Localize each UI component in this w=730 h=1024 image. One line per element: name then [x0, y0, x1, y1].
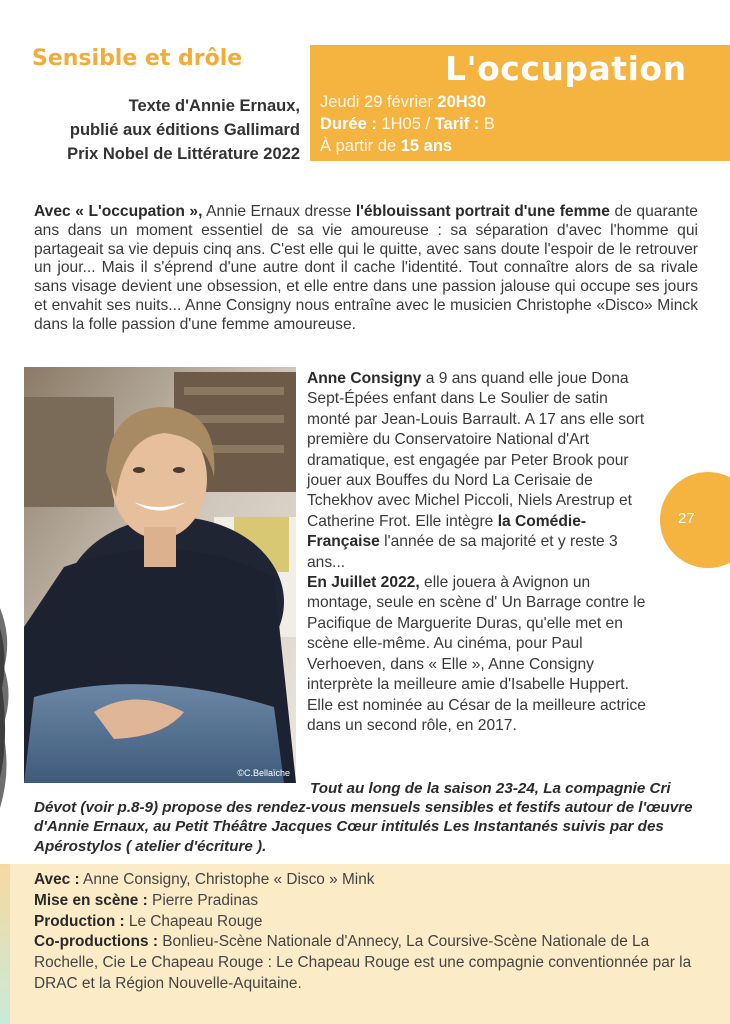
show-time: 20H30: [437, 93, 487, 111]
show-details: [320, 91, 495, 157]
bio-text-2: l'année de sa majorité et y reste 3 ans...: [307, 533, 618, 571]
duration-value: 1H05: [381, 115, 421, 133]
credits-footer: [0, 864, 730, 1024]
tagline: Sensible et drôle: [32, 46, 243, 71]
photo-credit: ©C.Bellaïche: [237, 768, 290, 778]
author-credits: [10, 94, 300, 166]
age-value: 15 ans: [400, 137, 453, 155]
credit-line-award: Prix Nobel de Littérature 2022: [67, 145, 300, 163]
show-date: Jeudi 29 février: [320, 93, 433, 111]
intro-text-1: Annie Ernaux dresse: [202, 203, 356, 220]
bio-text-1: a 9 ans quand elle joue Dona Sept-Épées enfant dans Le Soulier de satin monté par Jean-Louis Barrault. A 17 ans elle sort première du Conservatoire National d'Art dramatique, est engagée par Peter Brook pour jouer aux Bouffes du Nord La Cerisaie de Tchekhov avec Michel Piccoli, Niels Arestrup et Catherine Frot. Elle intègre: [307, 370, 645, 530]
director-value: Pierre Pradinas: [147, 891, 259, 909]
show-info-box: [310, 45, 730, 161]
show-title: L'occupation: [445, 49, 687, 88]
actress-photo: [24, 367, 296, 783]
cast-line: [34, 870, 694, 891]
show-datetime: [320, 91, 495, 113]
side-decoration-art: [0, 598, 16, 828]
footer-credits-text: [34, 870, 694, 995]
production-label: Production :: [34, 912, 125, 930]
intro-text-2: de quarante ans dans un moment essentiel de sa vie amoureuse : sa séparation d'avec l'homme qui partageait sa vie depuis cinq ans. C'est elle qui le quitte, avec sans doute l'espoir de le retrouver un jour... Mais il s'éprend d'une autre dont il cache l'identité. Tout connaître alors de sa rivale sans visage devient une obsession, et elle entre dans une passion jalouse qui occupe ses jours et envahit ses nuits... Anne Consigny nous entraîne avec le musicien Christophe «Disco» Minck dans la folle passion d'une femme amoureuse.: [34, 203, 698, 333]
director-line: [34, 891, 694, 912]
separator: /: [425, 115, 431, 133]
footer-color-strip: [0, 864, 10, 1024]
bio-lead-2022: En Juillet 2022,: [307, 574, 420, 592]
coproduction-value: Bonlieu-Scène Nationale d'Annecy, La Coursive-Scène Nationale de La Rochelle, Cie Le Chapeau Rouge : Le Chapeau Rouge est une compagnie conventionnée par la DRAC et la Région Nouvelle-Aquitaine.: [34, 933, 692, 992]
coproduction-label: Co-productions :: [34, 933, 158, 951]
show-age: [320, 135, 495, 157]
production-value: Le Chapeau Rouge: [124, 912, 263, 930]
director-label: Mise en scène :: [34, 891, 148, 909]
age-prefix: À partir de: [320, 137, 397, 155]
credit-line-author: Texte d'Annie Ernaux,: [128, 97, 300, 115]
price-label: Tarif :: [434, 115, 480, 133]
intro-paragraph: [34, 203, 698, 335]
portrait-illustration: [24, 367, 296, 783]
page-number: 27: [678, 510, 695, 527]
bio-company: la Comédie-Française: [307, 512, 587, 551]
bio-text-3: elle jouera à Avignon un montage, seule en scène d' Un Barrage contre le Pacifique de Marguerite Duras, qu'elle met en scène elle-même. Au cinéma, pour Paul Verhoeven, dans « Elle », Anne Consigny interprète la meilleure amie d'Isabelle Huppert. Elle est nominée au César de la meilleure actrice dans un second rôle, en 2017.: [307, 574, 646, 734]
show-duration-price: [320, 113, 495, 135]
cast-value: Anne Consigny, Christophe « Disco » Mink: [79, 871, 375, 888]
duration-label: Durée :: [320, 115, 377, 133]
side-decoration: [0, 598, 16, 828]
credit-line-publisher: publié aux éditions Gallimard: [69, 121, 300, 139]
bio-paragraph: [307, 369, 647, 736]
program-note: Tout au long de la saison 23-24, La compagnie Cri Dévot (voir p.8-9) propose des rendez-vous mensuels sensibles et festifs autour de l'œuvre d'Annie Ernaux, au Petit Théâtre Jacques Cœur intitulés Les Instantanés suivis par des Apérostylos ( atelier d'écriture ).: [34, 780, 693, 855]
page-number-badge: [660, 472, 730, 568]
production-line: [34, 912, 694, 933]
intro-lead: Avec « L'occupation »,: [34, 203, 203, 220]
bio-name: Anne Consigny: [307, 370, 422, 387]
intro-highlight: l'éblouissant portrait d'une femme: [355, 203, 610, 220]
coproduction-line: [34, 932, 694, 994]
price-value: B: [483, 115, 495, 133]
cast-label: Avec :: [34, 871, 80, 888]
